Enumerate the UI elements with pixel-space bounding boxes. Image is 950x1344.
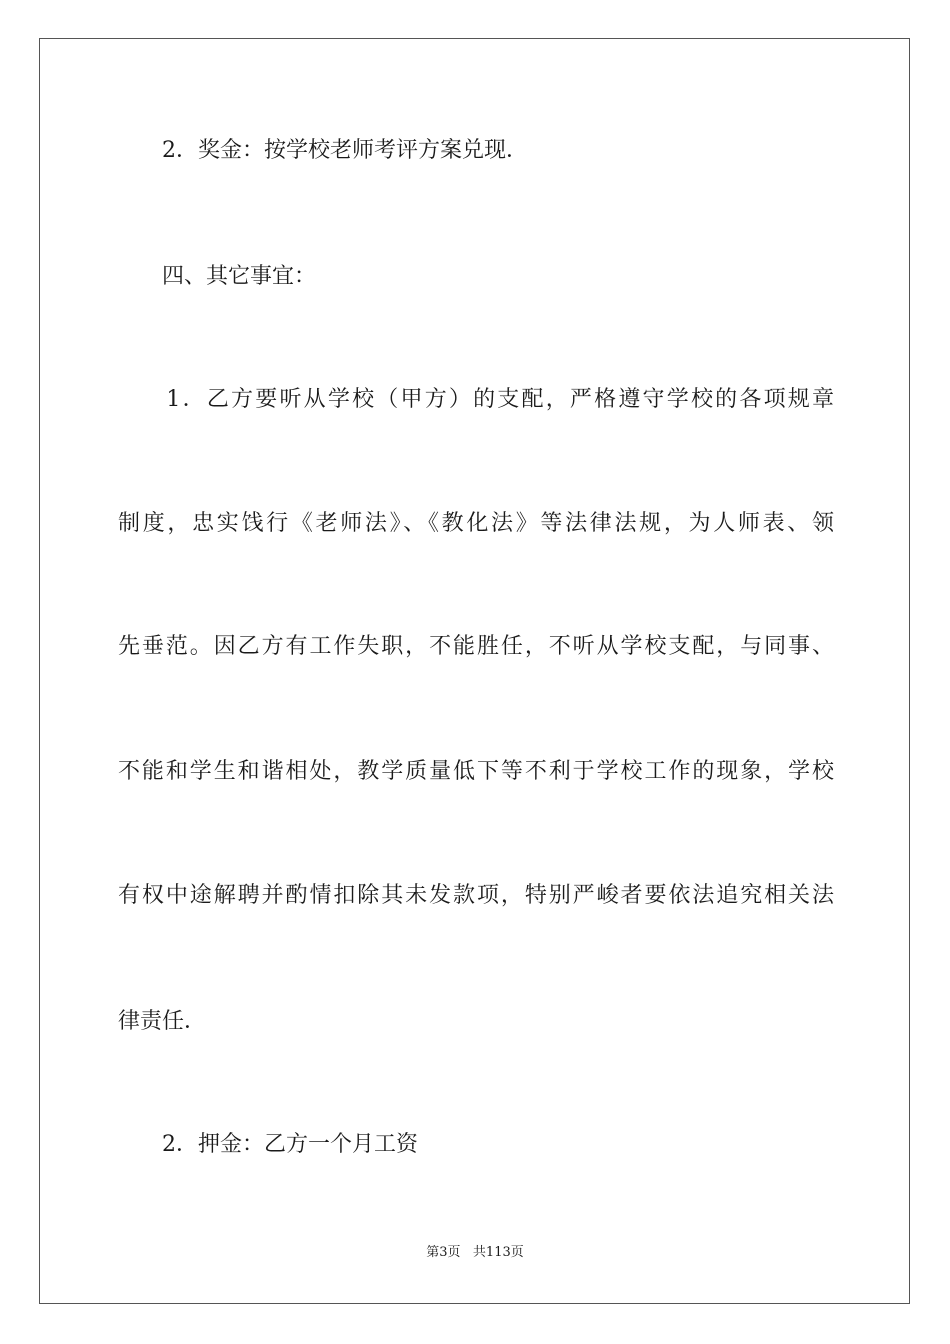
paragraph-line: 律责任． [118,1009,207,1034]
paragraph-line: 有权中途解聘并酌情扣除其未发款项，特别严峻者要依法追究相关法 [118,883,834,908]
page-footer [0,1244,950,1262]
paragraph-line: 先垂范。因乙方有工作失职，不能胜任，不听从学校支配，与同事、 [118,634,834,659]
page-total: 共113页 [472,1245,524,1260]
paragraph-line: 制度，忠实饯行《老师法》、《教化法》等法律法规，为人师表、领 [118,511,834,536]
page-border [39,38,910,1304]
paragraph-line: 不能和学生和谐相处，教学质量低下等不利于学校工作的现象，学校 [118,759,834,784]
paragraph-line: 2．奖金：按学校老师考评方案兑现． [118,138,528,163]
paragraph-line: 四、其它事宜： [118,264,317,289]
paragraph-line: 2．押金：乙方一个月工资 [118,1132,418,1157]
paragraph-line: 1．乙方要听从学校（甲方）的支配，严格遵守学校的各项规章 [118,387,834,412]
page-number: 第3页 [426,1245,461,1260]
